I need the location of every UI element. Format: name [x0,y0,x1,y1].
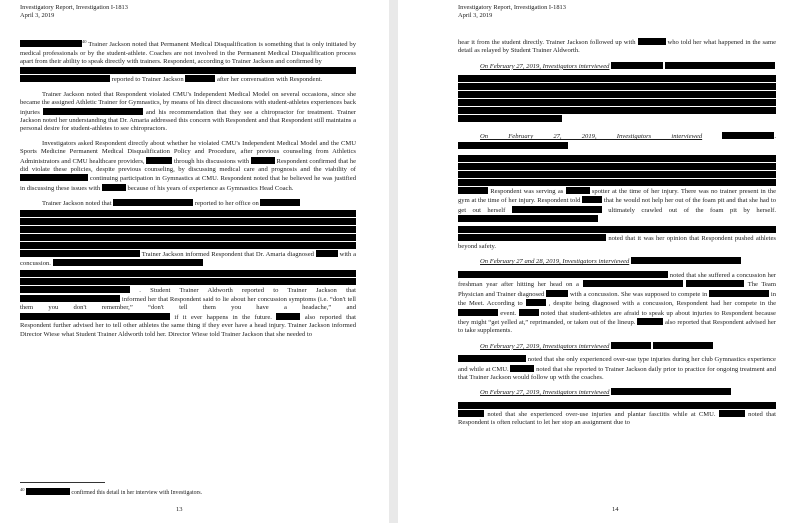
redaction [519,309,539,316]
redaction [458,107,776,114]
left-body [20,38,356,345]
redaction [20,40,82,47]
redaction [20,242,356,249]
interview-heading: On February 27, 2019, Investigators interviewed . [458,132,776,151]
redaction [251,157,275,164]
redaction [458,355,526,362]
redaction [611,342,651,349]
text: if it ever happens in the future. [174,313,272,321]
text: who told her what happened in the same detail as relayed by Student Trainer Aldworth. [458,39,777,55]
redaction [146,157,172,164]
text: Respondent was serving as [490,188,564,196]
page-number: 13 [176,506,183,513]
interview-heading [458,257,776,266]
redaction [458,99,776,106]
paragraph [458,355,776,382]
text: noted that student-athletes are afraid to speak up about injuries to Respondent because they might “get yelled at,” reprimanded, or taken out of the lineup. [458,309,776,326]
text: in the Meet. According to [458,290,777,308]
page-number: 14 [612,506,619,513]
footnote-ref: 40 [82,39,87,44]
paragraph [458,402,776,428]
text: noted that Respondent is often reluctant to let her stop an assignment due to [458,410,777,427]
page-header [20,4,128,20]
heading-text: On February 27, 2019, Investigators interviewed [480,62,610,70]
left-page [0,0,389,523]
redaction [458,271,668,278]
redaction [686,280,744,287]
header-title: Investigatory Report, Investigation I-1813 [458,4,566,11]
heading-text: On February 27, 2019, Investigators interviewed [480,342,610,350]
redaction [665,62,775,69]
text: after her conversation with Respondent. [216,76,323,84]
redaction [102,184,126,191]
footnote [20,487,202,496]
redaction [583,280,683,287]
redaction [458,179,776,186]
text: reported to Trainer Jackson [111,76,184,84]
paragraph [458,38,776,56]
interview-heading [458,342,776,351]
redaction [526,299,546,306]
redaction [546,290,568,297]
redaction [637,318,663,325]
text: that he would not help her out of the foam pit and that she had to get out herself [458,197,776,214]
interview-heading [458,388,776,397]
redaction [43,108,143,115]
redaction [20,313,170,320]
redaction [20,226,356,233]
text: Trainer Jackson noted that [42,200,112,208]
redacted-block [458,75,776,122]
text: also reported that Respondent advised her to take supplements. [458,318,776,335]
redaction [20,270,356,277]
redaction [53,259,203,266]
text: through his discussions with [174,157,250,165]
redaction [458,163,776,170]
redaction [20,218,356,225]
heading-text: On February 27 and 28, 2019, Investigators interviewed [480,258,630,266]
footnote-text: confirmed this detail in her interview with Investigators. [71,489,203,496]
text: informed her that Respondent said to lie about her concussion symptoms (i.e. “don't tell them you don't remember,” “don't tell them you have a headache,” and [20,295,357,312]
text: continuing participation in Gymnastics at CMU. Respondent noted that he believed he was justified in discussing these issues with [20,175,356,192]
redaction [458,155,776,162]
redaction [458,410,484,417]
paragraph [458,271,776,336]
redaction [20,174,88,181]
redaction [458,309,498,316]
paragraph [20,38,356,85]
redaction [458,91,776,98]
text: noted that she suffered a concussion her freshman year after hitting her head on a [458,271,776,289]
redaction [20,250,140,257]
redaction [458,226,776,233]
text: with a concussion. [20,250,357,268]
redaction [20,210,356,217]
text: The Team Physician and Trainer diagnosed [458,281,776,298]
paragraph [20,199,356,339]
text: also reported that Respondent further advised her to tell other athletes the same thing if they ever have a head injury. Trainer Jackson informed Director Wiese what Student Trainer Aldworth told her. Director Wiese told Trainer Jackson that she needed to [20,313,356,338]
text: Trainer Jackson noted that Permanent Medical Disqualification is something that is only initiated by medical professionals or by the student-athlete. Coaches are not involved in the Permanent Medical Disqualification process apart from their ability to speak directly with trainers. Respondent, according to Trainer Jackson and confirmed by [20,41,357,65]
text: pushed athletes beyond safety. [458,234,776,251]
text: Trainer Jackson informed Respondent that Dr. Amaria [141,250,286,258]
text: reported to her office on [194,200,259,208]
heading-text: On February 27, 2019, Investigators interviewed [480,389,610,397]
redaction [458,187,488,194]
text: Respondent confirmed that he did violate these policies, despite previous counseling, by discussing medical care and prognosis and the viability of [20,157,357,174]
redaction [458,83,776,90]
text: with a concussion. She was supposed to compete in [569,290,708,298]
paragraph [20,140,356,193]
footnote-marker: 40 [20,487,25,492]
header-title: Investigatory Report, Investigation I-1813 [20,4,128,11]
redaction [20,75,110,82]
redaction [316,250,338,257]
paragraph [20,91,356,134]
redaction [653,342,713,349]
redaction [458,402,776,409]
text: noted that it was her opinion that Respondent [608,234,733,242]
redaction [20,295,120,302]
redaction [709,290,769,297]
redaction [510,365,534,372]
footnote-divider [20,482,105,483]
redaction [458,171,776,178]
redaction [276,313,300,320]
text: hear it from the student directly. Trainer Jackson followed up with [458,39,636,46]
redaction [719,410,745,417]
redaction [582,196,602,203]
text: diagnosed [287,250,314,258]
redaction [20,278,356,285]
redaction [631,257,741,264]
redaction [611,62,663,69]
redaction [458,75,776,82]
redaction [20,67,356,74]
right-body [458,38,776,434]
text: spotter at the time of her injury. There was no trainer present in the gym at the time of her injury. Respondent told [458,188,777,205]
redaction [458,215,598,222]
redaction [113,199,193,206]
header-date: April 3, 2019 [20,12,55,19]
text: Trainer Jackson noted that Respondent violated CMU's Independent Medical Model on several occasions, since she became the assigned Athletic Trainer for Gymnastics, by means of his direct discussions with student-athletes experiences back injuries [20,90,357,116]
text: event. [500,309,517,317]
text: Investigators asked Respondent directly about whether he violated CMU's Independent Medical Model and the CMU Sports Medicine Permanent Medical Disqualification Policy and Procedure, after previous counseling from Athletics Administrators and CMU healthcare providers, [20,139,356,165]
text: , despite being diagnosed with a concussion, Respondent had her compete in the [548,300,777,308]
redaction [512,206,602,213]
redaction [20,286,130,293]
redaction [260,199,300,206]
text: ultimately crawled out of the foam pit by herself. [608,206,777,214]
redaction [458,234,606,241]
text: . Student Trainer Aldworth reported to Trainer Jackson that [139,286,356,294]
redaction [458,142,568,149]
interview-heading [458,62,776,71]
redaction [611,388,731,395]
paragraph [458,155,776,251]
right-page [398,0,787,523]
text: noted that she only experienced over-use type injuries during her club Gymnastics experience and while at CMU. [458,356,776,373]
text: and his recommendation that they see a chiropractor for treatment. Trainer Jackson noted her understanding that Dr. Amaria addressed this concern with Respondent and that Respondent still maintains a personal desire for student-athletes to see chiropractors. [20,108,356,133]
header-date: April 3, 2019 [458,12,493,19]
text: noted that she experienced over-use injuries and plantar fasciitis while at CMU. [487,410,716,418]
page-header [458,4,566,20]
redaction [722,132,774,139]
redaction [26,488,70,495]
redaction [638,38,666,45]
redaction [185,75,215,82]
redaction [20,234,356,241]
redaction [566,187,590,194]
redaction [458,115,562,122]
text: noted that she reported to Trainer Jackson daily prior to practice for ongoing treatment and that Trainer Jackson would follow up with the coaches. [458,365,776,381]
heading-text: On February 27, 2019, Investigators interviewed [480,133,703,141]
text: because of his years of experience as Gymnastics Head Coach. [127,184,294,192]
